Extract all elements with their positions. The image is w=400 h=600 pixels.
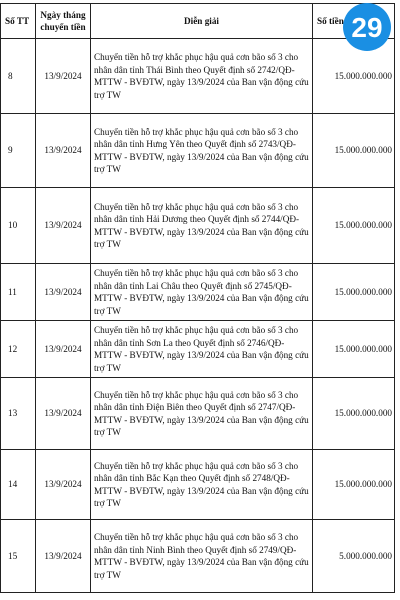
row-stt: 12 [1, 321, 36, 378]
row-amount: 15.000.000.000 [313, 188, 395, 264]
table-row [1, 321, 395, 378]
row-description: Chuyển tiền hỗ trợ khắc phục hậu quả cơn bão số 3 cho nhân dân tỉnh Điện Biên theo Quyết định số 2747/QĐ-MTTW - BVĐTW, ngày 13/9/2024 của Ban vận động cứu trợ TW [91, 378, 313, 450]
header-description: Diễn giải [91, 4, 313, 39]
row-description: Chuyển tiền hỗ trợ khắc phục hậu quả cơn bão số 3 cho nhân dân tỉnh Hải Dương theo Quyết định số 2744/QĐ-MTTW - BVĐTW, ngày 13/9/2024 của Ban vận động cứu trợ TW [91, 188, 313, 264]
table-row [1, 520, 395, 593]
row-date: 13/9/2024 [36, 520, 91, 593]
row-amount: 15.000.000.000 [313, 378, 395, 450]
table-row [1, 450, 395, 520]
row-date: 13/9/2024 [36, 114, 91, 188]
row-amount: 15.000.000.000 [313, 39, 395, 114]
row-amount: 5.000.000.000 [313, 520, 395, 593]
logo-29-icon [340, 0, 394, 54]
header-date: Ngày tháng chuyển tiền [36, 4, 91, 39]
row-date: 13/9/2024 [36, 188, 91, 264]
row-stt: 9 [1, 114, 36, 188]
table-row [1, 39, 395, 114]
table-row [1, 114, 395, 188]
row-date: 13/9/2024 [36, 378, 91, 450]
table-row [1, 378, 395, 450]
row-date: 13/9/2024 [36, 264, 91, 321]
row-description: Chuyển tiền hỗ trợ khắc phục hậu quả cơn bão số 3 cho nhân dân tỉnh Bắc Kạn theo Quyết định số 2748/QĐ-MTTW - BVĐTW, ngày 13/9/2024 của Ban vận động cứu trợ TW [91, 450, 313, 520]
table-header-row [1, 4, 395, 39]
row-amount: 15.000.000.000 [313, 321, 395, 378]
logo-text: 29 [351, 12, 383, 43]
row-description: Chuyển tiền hỗ trợ khắc phục hậu quả cơn bão số 3 cho nhân dân tỉnh Ninh Bình theo Quyết định số 2749/QĐ-MTTW - BVĐTW, ngày 13/9/2024 của Ban vận động cứu trợ TW [91, 520, 313, 593]
table-row [1, 188, 395, 264]
row-stt: 10 [1, 188, 36, 264]
header-stt: Số TT [1, 4, 36, 39]
table-row [1, 264, 395, 321]
row-date: 13/9/2024 [36, 450, 91, 520]
row-amount: 15.000.000.000 [313, 450, 395, 520]
row-description: Chuyển tiền hỗ trợ khắc phục hậu quả cơn bão số 3 cho nhân dân tỉnh Hưng Yên theo Quyết định số 2743/QĐ-MTTW - BVĐTW, ngày 13/9/2024 của Ban vận động cứu trợ TW [91, 114, 313, 188]
row-amount: 15.000.000.000 [313, 264, 395, 321]
row-amount: 15.000.000.000 [313, 114, 395, 188]
row-date: 13/9/2024 [36, 39, 91, 114]
row-stt: 15 [1, 520, 36, 593]
row-stt: 8 [1, 39, 36, 114]
row-stt: 14 [1, 450, 36, 520]
row-date: 13/9/2024 [36, 321, 91, 378]
row-description: Chuyển tiền hỗ trợ khắc phục hậu quả cơn bão số 3 cho nhân dân tỉnh Sơn La theo Quyết định số 2746/QĐ-MTTW - BVĐTW, ngày 13/9/2024 của Ban vận động cứu trợ TW [91, 321, 313, 378]
transfer-table [0, 3, 395, 593]
row-stt: 13 [1, 378, 36, 450]
row-stt: 11 [1, 264, 36, 321]
row-description: Chuyển tiền hỗ trợ khắc phục hậu quả cơn bão số 3 cho nhân dân tỉnh Thái Bình theo Quyết định số 2742/QĐ-MTTW - BVĐTW, ngày 13/9/2024 của Ban vận động cứu trợ TW [91, 39, 313, 114]
row-description: Chuyển tiền hỗ trợ khắc phục hậu quả cơn bão số 3 cho nhân dân tỉnh Lai Châu theo Quyết định số 2745/QĐ-MTTW - BVĐTW, ngày 13/9/2024 của Ban vận động cứu trợ TW [91, 264, 313, 321]
header-amount: Số tiền [313, 4, 395, 39]
